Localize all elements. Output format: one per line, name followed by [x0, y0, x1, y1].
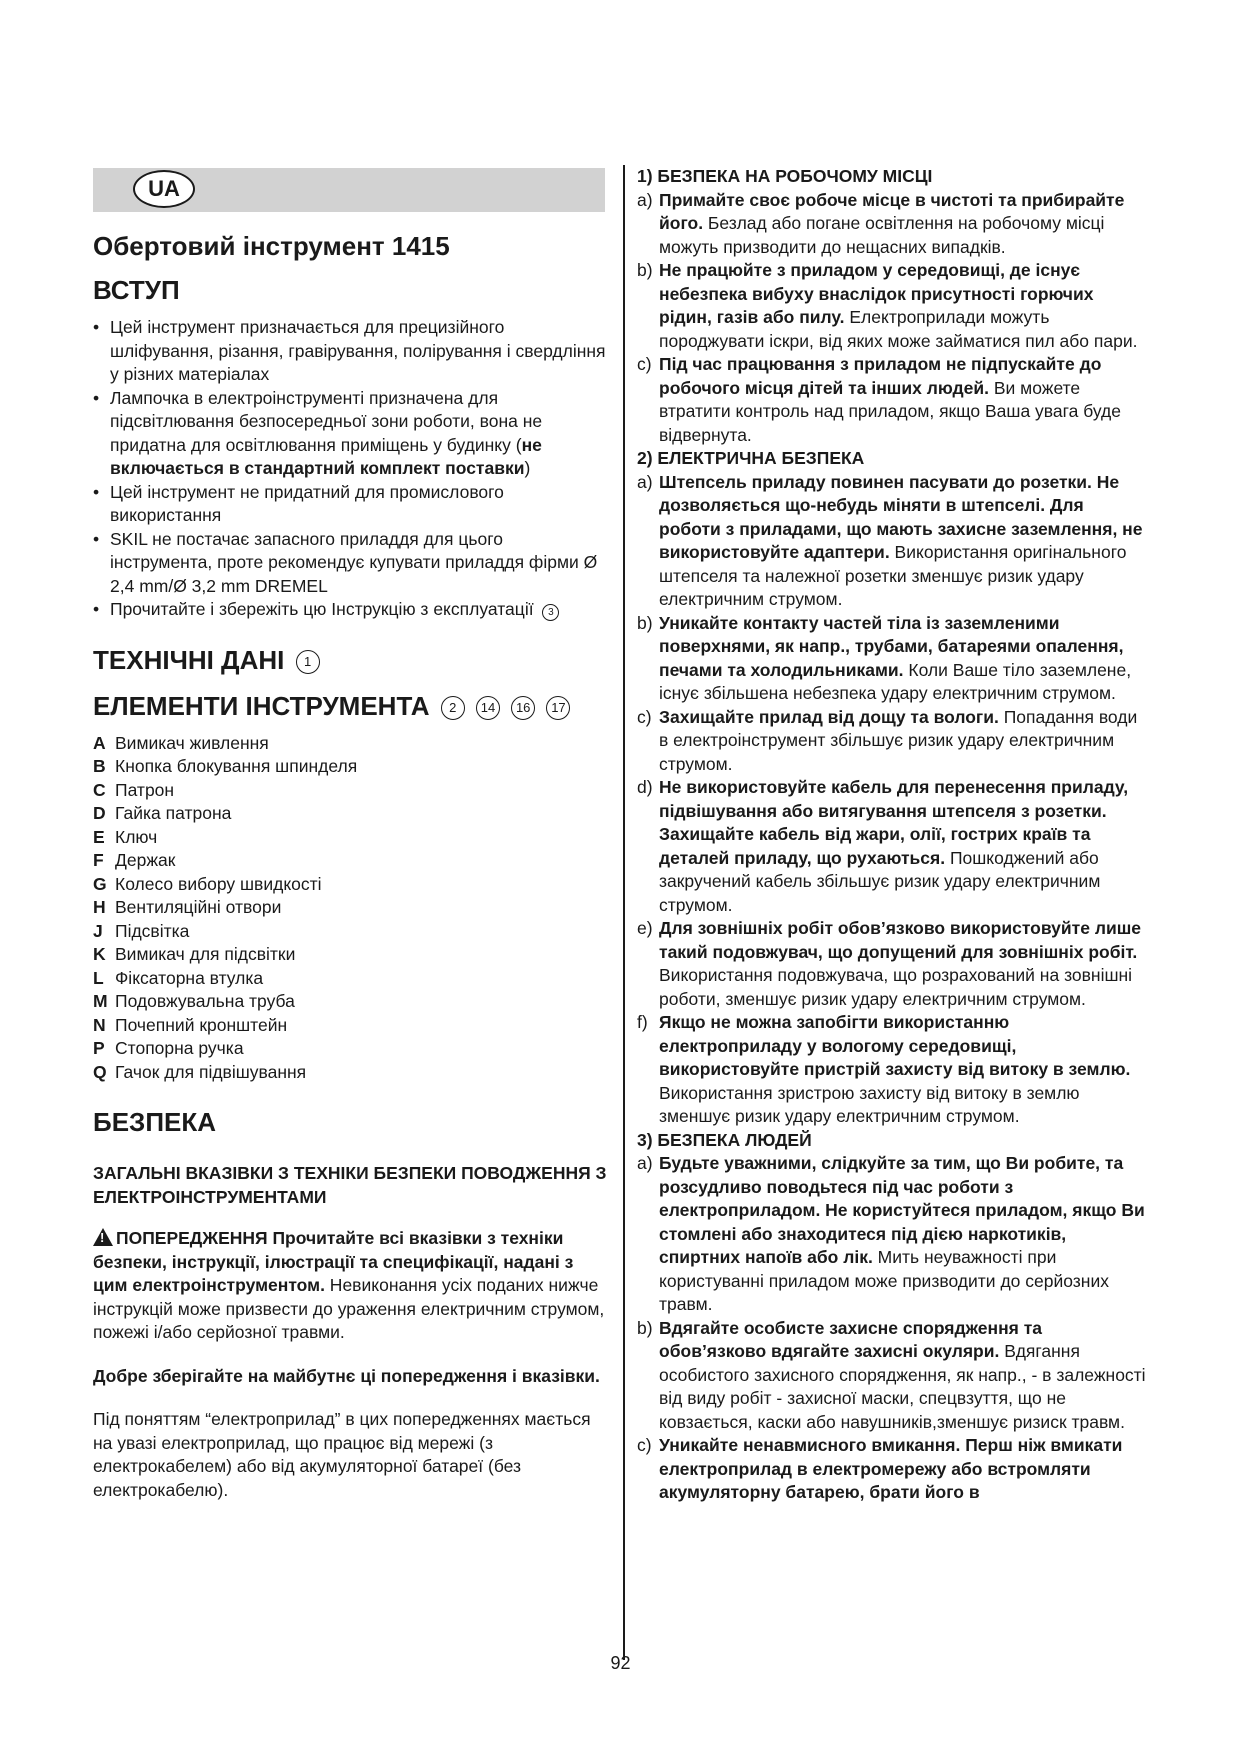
part-letter: L	[93, 967, 104, 988]
rule-letter: a)	[637, 189, 653, 210]
safety-rule	[637, 1011, 1149, 1129]
page-number: 92	[610, 1653, 631, 1673]
figure-ref: 17	[546, 696, 570, 720]
safety-rule	[637, 776, 1149, 917]
rule-letter: c)	[637, 1435, 652, 1455]
tech-data-heading: ТЕХНІЧНІ ДАНІ 1	[93, 644, 608, 676]
part-item	[93, 920, 608, 944]
rule-text: Штепсель приладу повинен пасувати до розетки. Не дозволяється що-небудь міняти в штепселі. Для роботи з приладами, що мають захисне заземлення, не використовуйте адаптери. Використання оригінального штепселя та належної розетки зменшує ризик удару електричним струмом.	[659, 471, 1143, 609]
part-letter: K	[93, 944, 106, 964]
rule-letter: e)	[637, 918, 653, 938]
part-letter: N	[93, 1014, 106, 1035]
part-label: Стопорна ручка	[115, 1038, 244, 1058]
rule-letter: b)	[637, 260, 653, 280]
intro-bullets	[93, 316, 608, 622]
part-letter: B	[93, 756, 106, 776]
part-item	[93, 990, 608, 1014]
safety-section-heading: 2) ЕЛЕКТРИЧНА БЕЗПЕКА	[637, 448, 865, 468]
rule-letter: a)	[637, 1153, 653, 1173]
part-label: Колесо вибору швидкості	[115, 873, 322, 894]
safety-rule	[637, 612, 1149, 706]
rule-text: Вдягайте особисте захисне спорядження та обов’язково вдягайте захисні окуляри. Вдягання особистого захисного спорядження, як напр., - в залежності від виду робіт - захисної маски, спецвзуття, що не ковзається, каски або навушників,зменшує ризиск травм.	[659, 1317, 1146, 1432]
part-letter: J	[93, 920, 103, 941]
rule-letter: b)	[637, 612, 653, 633]
left-column	[93, 230, 608, 1522]
intro-heading: ВСТУП	[93, 275, 180, 305]
part-label: Підсвітка	[115, 920, 190, 941]
part-label: Почепний кронштейн	[115, 1014, 288, 1035]
part-item	[93, 826, 608, 850]
part-letter: M	[93, 991, 108, 1011]
rule-letter: c)	[637, 354, 652, 374]
part-letter: G	[93, 873, 107, 894]
intro-bullet: • Лампочка в електроінструменті призначена для підсвітлювання безпосередньої зони роботи, вона не придатна для освітлювання приміщень у будинку (не включається в стандартний комплект поставки)	[93, 387, 608, 481]
part-item	[93, 802, 608, 826]
right-column	[637, 165, 1149, 1505]
part-letter: E	[93, 826, 105, 847]
safety-rule	[637, 1434, 1149, 1505]
part-label: Фіксаторна втулка	[115, 967, 264, 988]
part-item	[93, 1037, 608, 1061]
rule-letter: b)	[637, 1317, 653, 1338]
rule-text: Уникайте контакту частей тіла із заземленими поверхнями, як напр., трубами, батареями опалення, печами та холодильниками. Коли Ваше тіло заземлене, існує збільшена небезпека удару електричним струмом.	[659, 612, 1132, 703]
intro-bullet: • Цей інструмент не придатний для промислового використання	[93, 481, 608, 528]
rule-text: Захищайте прилад від дощу та вологи. Попадання води в електроінструмент збільшує ризик удару електричним струмом.	[659, 706, 1138, 774]
part-label: Вимикач живлення	[115, 732, 269, 753]
rule-text: Не використовуйте кабель для перенесення приладу, підвішування або витягування штепселя з розетки. Захищайте кабель від жари, олії, гострих країв та деталей приладу, що рухаються. Пошкоджений або закручений кабель збільшує ризик удару електричним струмом.	[659, 777, 1129, 915]
safety-rule	[637, 706, 1149, 777]
rule-letter: d)	[637, 777, 653, 797]
part-item	[93, 849, 608, 873]
part-item	[93, 755, 608, 779]
rule-letter: f)	[637, 1012, 648, 1032]
part-letter: Q	[93, 1061, 107, 1082]
safety-rule	[637, 189, 1149, 260]
rule-letter: c)	[637, 706, 652, 727]
part-item	[93, 1014, 608, 1038]
part-label: Патрон	[115, 779, 175, 800]
part-label: Держак	[115, 850, 176, 870]
part-label: Подовжувальна труба	[115, 991, 295, 1011]
safety-rule	[637, 917, 1149, 1011]
part-item	[93, 943, 608, 967]
part-letter: H	[93, 897, 106, 917]
part-letter: C	[93, 779, 106, 800]
intro-bullet: • SKIL не постачає запасного приладдя для цього інструмента, проте рекомендує купувати приладдя фірми Ø 2,4 mm/Ø 3,2 mm DREMEL	[93, 528, 608, 599]
part-letter: F	[93, 850, 104, 870]
rule-text: Для зовнішніх робіт обов’язково використовуйте лише такий подовжувач, що допущений для зовнішніх робіт. Використання подовжувача, що розрахований на зовнішні роботи, зменшує ризик удару електричним струмом.	[659, 918, 1142, 1009]
part-label: Ключ	[115, 826, 158, 847]
part-label: Кнопка блокування шпинделя	[115, 756, 358, 776]
language-badge: UA	[133, 170, 195, 208]
safety-section-heading: 3) БЕЗПЕКА ЛЮДЕЙ	[637, 1129, 812, 1150]
elements-heading: ЕЛЕМЕНТИ ІНСТРУМЕНТА 2 14 16 17	[93, 690, 608, 722]
rule-text: Якщо не можна запобігти використанню електроприладу у вологому середовищі, використовуйте пристрій захисту від витоку в землю. Використання зристрою захисту від витоку в землю зменшує ризик удару електричним струмом.	[659, 1012, 1131, 1126]
safety-subheading: ЗАГАЛЬНІ ВКАЗІВКИ З ТЕХНІКИ БЕЗПЕКИ ПОВОДЖЕННЯ З ЕЛЕКТРОІНСТРУМЕНТАМИ	[93, 1163, 607, 1207]
safety-section-heading: 1) БЕЗПЕКА НА РОБОЧОМУ МІСЦІ	[637, 166, 933, 186]
part-item	[93, 896, 608, 920]
safety-rule	[637, 1152, 1149, 1317]
part-label: Вимикач для підсвітки	[115, 944, 296, 964]
language-bar	[93, 168, 605, 212]
rule-text: Не працюйте з приладом у середовищі, де існує небезпека вибуху внаслідок присутності горючих рідин, газів або пилу. Електроприлади можуть породжувати іскри, від яких може займатися пил або пари.	[659, 260, 1138, 351]
rule-text: Під час працювання з приладом не підпускайте до робочого місця дітей та інших людей. Ви можете втратити контроль над приладом, якщо Ваша увага буде відвернута.	[659, 354, 1121, 445]
intro-bullet: • Цей інструмент призначається для прецизійного шліфування, різання, гравірування, полірування і свердління у різних матеріалах	[93, 316, 608, 387]
parts-list	[93, 732, 608, 1085]
intro-bullet: • Прочитайте і збережіть цю Інструкцію з експлуатації 3	[93, 598, 608, 622]
figure-ref: 1	[296, 650, 320, 674]
part-item	[93, 967, 608, 991]
rule-text: Будьте уважними, слідкуйте за тим, що Ви робите, та розсудливо поводьтеся під час роботи з електроприладом. Не користуйтеся приладом, якщо Ви стомлені або знаходитеся під дією наркотиків, спиртних напоїв або лік. Мить неуважності при користуванні приладом може призводити до серйозних травм.	[659, 1153, 1145, 1314]
part-item	[93, 873, 608, 897]
part-label: Вентиляційні отвори	[115, 897, 282, 917]
part-letter: P	[93, 1038, 105, 1058]
rule-letter: a)	[637, 471, 653, 492]
safety-rule	[637, 1317, 1149, 1435]
part-item	[93, 732, 608, 756]
safety-rule	[637, 471, 1149, 612]
warning-icon	[93, 1228, 113, 1246]
warning-paragraph: !ПОПЕРЕДЖЕННЯ Прочитайте всі вказівки з техніки безпеки, інструкції, ілюстрації та специфікації, надані з цим електроінструментом. Невиконання усіх поданих нижче інструкцій може призвести до ураження електричним струмом, пожежі і/або серйозної травми.	[93, 1227, 608, 1345]
figure-ref: 2	[441, 696, 465, 720]
rule-text: Примайте своє робоче місце в чистоті та прибирайте його. Безлад або погане освітлення на робочому місці можуть призводити до нещасних випадків.	[659, 189, 1125, 257]
part-label: Гачок для підвішування	[115, 1061, 307, 1082]
safety-heading: БЕЗПЕКА	[93, 1107, 216, 1137]
document-title: Обертовий інструмент 1415	[93, 231, 450, 261]
part-letter: D	[93, 803, 106, 823]
figure-ref: 3	[542, 604, 559, 621]
safety-rule	[637, 259, 1149, 353]
part-letter: A	[93, 732, 106, 753]
part-item	[93, 779, 608, 803]
column-divider	[623, 165, 625, 1660]
figure-ref: 14	[476, 696, 500, 720]
part-label: Гайка патрона	[115, 803, 232, 823]
rule-text: Уникайте ненавмисного вмикання. Перш ніж вмикати електроприлад в електромережу або встромляти акумуляторну батарею, брати його в	[659, 1435, 1123, 1502]
figure-ref: 16	[511, 696, 535, 720]
safety-rule	[637, 353, 1149, 447]
part-item	[93, 1061, 608, 1085]
keep-instructions: Добре зберігайте на майбутнє ці попередження і вказівки.	[93, 1365, 600, 1386]
definition-paragraph: Під поняттям “електроприлад” в цих попередженнях мається на увазі електроприлад, що працює від мережі (з електрокабелем) або від акумуляторної батареї (без електрокабелю).	[93, 1409, 591, 1500]
